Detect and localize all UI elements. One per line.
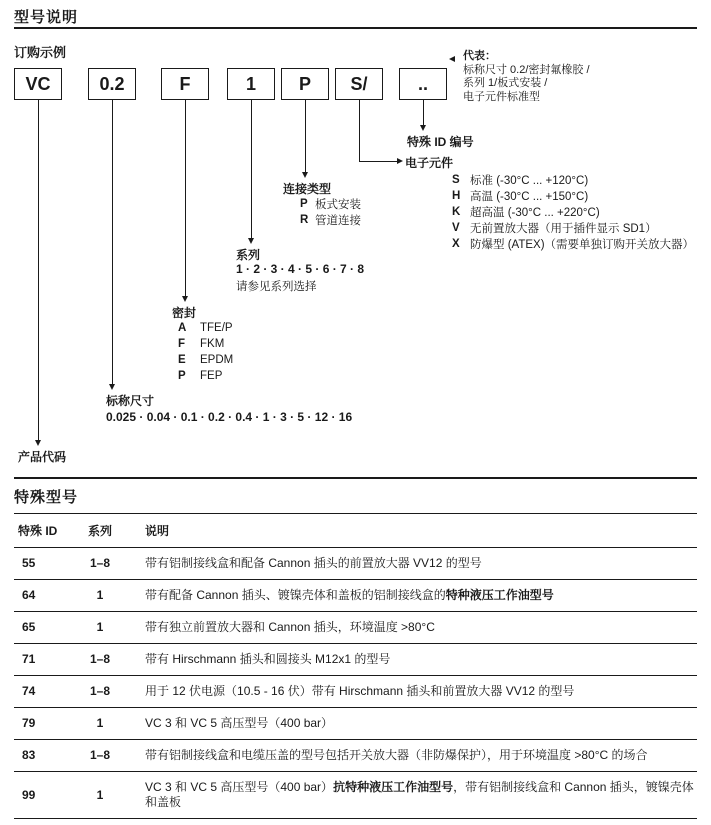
option-code: A xyxy=(178,322,187,334)
header-series: 系列 xyxy=(76,514,124,548)
table-row xyxy=(14,548,697,580)
option-text: FKM xyxy=(200,338,225,350)
arrow-right-icon xyxy=(397,158,403,164)
code-box-p: P xyxy=(281,68,329,100)
order-example-label: 订购示例 xyxy=(14,45,67,60)
series-values: 1 · 2 · 3 · 4 · 5 · 6 · 7 · 8 xyxy=(236,262,365,276)
special-id-label: 特殊 ID 编号 xyxy=(407,135,474,149)
cell-series: 1–8 xyxy=(76,548,124,580)
legend-line: 标称尺寸 0.2/密封氟橡胶 / xyxy=(463,63,590,76)
legend-line: 代表： xyxy=(463,50,496,62)
option-code: K xyxy=(452,206,461,218)
nominal-size-label: 标称尺寸 xyxy=(106,394,155,408)
table-header-row xyxy=(14,514,697,548)
code-box-vc: VC xyxy=(14,68,62,100)
electronics-label: 电子元件 xyxy=(405,156,454,170)
cell-special-id: 74 xyxy=(14,676,76,708)
cell-special-id: 55 xyxy=(14,548,76,580)
legend-line: 电子元件标准型 xyxy=(463,90,540,103)
option-row xyxy=(452,236,694,252)
option-text: 标准 (-30°C ... +120°C) xyxy=(470,175,589,187)
option-row xyxy=(452,188,694,204)
code-box-: .. xyxy=(399,68,447,100)
option-row xyxy=(178,336,233,352)
cell-description: VC 3 和 VC 5 高压型号（400 bar） xyxy=(124,708,697,740)
option-code: P xyxy=(300,198,308,210)
arrow-down-icon xyxy=(248,238,254,244)
legend-text xyxy=(463,50,590,104)
connector-line-electronics xyxy=(359,100,360,162)
cell-special-id: 83 xyxy=(14,740,76,772)
cell-description: 带有配备 Cannon 插头、镀镍壳体和盖板的铝制接线盒的特种液压工作油型号 xyxy=(124,580,697,612)
cell-special-id: 64 xyxy=(14,580,76,612)
cell-series: 1–8 xyxy=(76,644,124,676)
connection-type-label: 连接类型 xyxy=(283,182,332,196)
cell-description: 带有 Hirschmann 插头和圆接头 M12x1 的型号 xyxy=(124,644,697,676)
option-text: 管道连接 xyxy=(315,215,361,227)
product-code-label: 产品代码 xyxy=(18,450,67,464)
code-box-02: 0.2 xyxy=(88,68,136,100)
option-row xyxy=(452,220,694,236)
table-row xyxy=(14,580,697,612)
connection-options xyxy=(300,196,361,228)
code-box-s: S/ xyxy=(335,68,383,100)
connector-line-product-code xyxy=(38,100,39,440)
arrow-down-icon xyxy=(182,296,188,302)
section-divider xyxy=(14,477,697,479)
cell-description: 带有独立前置放大器和 Cannon 插头，环境温度 >80°C xyxy=(124,612,697,644)
arrow-left-icon xyxy=(449,56,455,62)
cell-special-id: 79 xyxy=(14,708,76,740)
cell-series: 1 xyxy=(76,612,124,644)
cell-special-id: 65 xyxy=(14,612,76,644)
table-row xyxy=(14,740,697,772)
option-text: 超高温 (-30°C ... +220°C) xyxy=(470,207,600,219)
table-row xyxy=(14,772,697,819)
table-row xyxy=(14,708,697,740)
cell-series: 1 xyxy=(76,580,124,612)
header-description: 说明 xyxy=(124,514,697,548)
connector-line-special-id xyxy=(423,100,424,125)
cell-series: 1–8 xyxy=(76,676,124,708)
option-row xyxy=(178,368,233,384)
legend-line: 系列 1/板式安装 / xyxy=(463,77,548,89)
arrow-down-icon xyxy=(302,172,308,178)
page-title: 型号说明 xyxy=(14,9,79,26)
table-row xyxy=(14,676,697,708)
connector-line-nominal-size xyxy=(112,100,113,384)
table-row xyxy=(14,644,697,676)
connector-line-connection xyxy=(305,100,306,172)
header-special-id: 特殊 ID xyxy=(14,514,76,548)
cell-series: 1 xyxy=(76,708,124,740)
special-models-title: 特殊型号 xyxy=(14,489,79,506)
series-note: 请参见系列选择 xyxy=(236,281,317,293)
option-code: E xyxy=(178,354,186,366)
option-row xyxy=(178,352,233,368)
option-text: 高温 (-30°C ... +150°C) xyxy=(470,191,589,203)
nominal-size-values: 0.025 · 0.04 · 0.1 · 0.2 · 0.4 · 1 · 3 · 5 · 12 · 16 xyxy=(106,410,353,424)
cell-special-id: 71 xyxy=(14,644,76,676)
seal-options xyxy=(178,320,233,384)
cell-description: VC 3 和 VC 5 高压型号（400 bar）抗特种液压工作油型号，带有铝制接线盒和 Cannon 插头，镀镍壳体和盖板 xyxy=(124,772,697,819)
arrow-down-icon xyxy=(109,384,115,390)
special-models-table xyxy=(14,513,697,819)
cell-description: 带有铝制接线盒和电缆压盖的型号包括开关放大器（非防爆保护），用于环境温度 >80°C 的场合 xyxy=(124,740,697,772)
option-row xyxy=(452,172,694,188)
seal-label: 密封 xyxy=(172,306,197,320)
option-code: P xyxy=(178,370,186,382)
title-divider xyxy=(14,27,697,29)
cell-series: 1 xyxy=(76,772,124,819)
option-code: S xyxy=(452,174,460,186)
option-text: TFE/P xyxy=(200,322,233,334)
option-code: R xyxy=(300,214,309,226)
cell-special-id: 99 xyxy=(14,772,76,819)
option-code: F xyxy=(178,338,186,350)
option-row xyxy=(300,212,361,228)
option-text: EPDM xyxy=(200,354,234,366)
option-text: FEP xyxy=(200,370,223,382)
option-text: 板式安装 xyxy=(315,199,361,211)
connector-line-series xyxy=(251,100,252,238)
arrow-down-icon xyxy=(35,440,41,446)
option-text: 无前置放大器（用于插件显示 SD1） xyxy=(470,223,657,235)
option-code: V xyxy=(452,222,460,234)
electronics-options xyxy=(452,172,694,252)
cell-series: 1–8 xyxy=(76,740,124,772)
cell-description: 带有铝制接线盒和配备 Cannon 插头的前置放大器 VV12 的型号 xyxy=(124,548,697,580)
connector-line-seal xyxy=(185,100,186,296)
arrow-down-icon xyxy=(420,125,426,131)
option-text: 防爆型 (ATEX)（需要单独订购开关放大器） xyxy=(470,239,695,251)
option-code: X xyxy=(452,238,460,250)
option-code: H xyxy=(452,190,461,202)
series-label: 系列 xyxy=(236,248,261,262)
option-row xyxy=(178,320,233,336)
code-box-1: 1 xyxy=(227,68,275,100)
connector-line-electronics-elbow xyxy=(359,161,397,162)
table-row xyxy=(14,612,697,644)
option-row xyxy=(452,204,694,220)
cell-description: 用于 12 伏电源（10.5 - 16 伏）带有 Hirschmann 插头和前置放大器 VV12 的型号 xyxy=(124,676,697,708)
code-box-f: F xyxy=(161,68,209,100)
option-row xyxy=(300,196,361,212)
